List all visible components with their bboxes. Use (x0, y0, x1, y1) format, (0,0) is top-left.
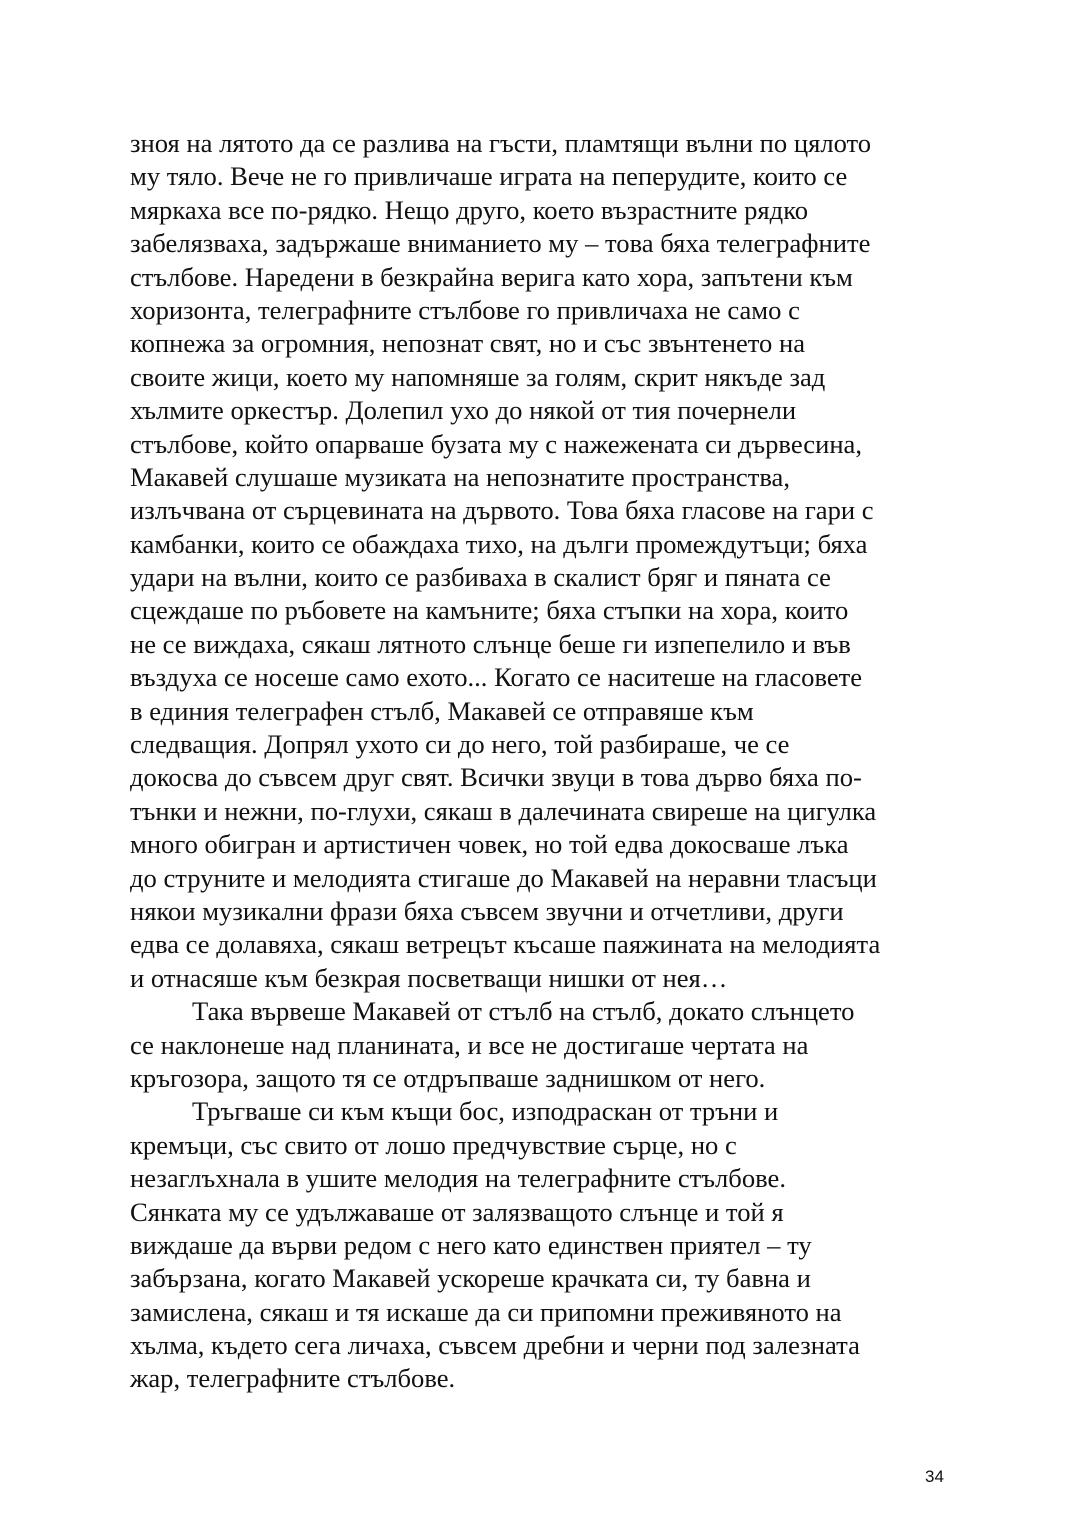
text-line: своите жици, което му напомняше за голям, скрит някъде зад (130, 361, 826, 392)
text-line: незаглъхнала в ушите мелодия на телеграфните стълбове. (130, 1163, 786, 1194)
text-line: едва се долавяха, сякаш ветрецът късаше паяжината на мелодията (130, 929, 881, 960)
text-line: някои музикални фрази бяха съвсем звучни и отчетливи, други (130, 895, 844, 926)
text-line: се наклонеше над планината, и все не достигаше чертата на (130, 1029, 809, 1060)
text-line: следващия. Допрял ухото си до него, той разбираше, че се (130, 729, 790, 760)
text-line: му тяло. Вече не го привличаше играта на пеперудите, които се (130, 161, 848, 192)
text-line: Макавей слушаше музиката на непознатите пространства, (130, 461, 791, 492)
paragraph-first-line: Така вървеше Макавей от стълб на стълб, докато слънцето (192, 996, 855, 1027)
text-line: стълбове. Наредени в безкрайна верига като хора, запътени към (130, 261, 853, 292)
text-line: тънки и нежни, по-глухи, сякаш в далечината свиреше на цигулка (130, 795, 877, 826)
text-line: хълмите оркестър. Долепил ухо до някой от тия почернели (130, 395, 797, 426)
text-line: удари на вълни, които се разбиваха в скалист бряг и пяната се (130, 562, 831, 593)
body-text (130, 127, 960, 1396)
text-line: кръгозора, защото тя се отдръпваше заднишком от него. (130, 1062, 766, 1093)
text-line: замислена, сякаш и тя искаше да си припомни преживяното на (130, 1296, 842, 1327)
text-line: и отнасяше към безкрая посветващи нишки от нея… (130, 962, 728, 993)
text-line: кремъци, със свито от лошо предчувствие сърце, но с (130, 1129, 737, 1160)
text-line: зноя на лятото да се разлива на гъсти, пламтящи вълни по цялото (130, 128, 872, 158)
text-line: Сянката му се удължаваше от залязващото слънце и той я (130, 1196, 784, 1227)
page-number: 34 (925, 1467, 944, 1486)
text-line: много обигран и артистичен човек, но той едва докосваше лъка (130, 829, 849, 860)
text-line: забелязваха, задържаше вниманието му – това бяха телеграфните (130, 228, 871, 259)
text-line: забързана, когато Макавей ускореше крачката си, ту бавна и (130, 1263, 811, 1294)
text-line: камбанки, които се обаждаха тихо, на дълги промеждутъци; бяха (130, 528, 868, 559)
paragraph-first-line: Тръгваше си към къщи бос, изподраскан от тръни и (192, 1096, 779, 1127)
text-line: до струните и мелодията стигаше до Макавей на неравни тласъци (130, 862, 877, 893)
text-line: въздуха се носеше само ехото... Когато се наситеше на гласовете (130, 662, 863, 693)
text-line: не се виждаха, сякаш лятното слънце беше ги изпепелило и във (130, 628, 851, 659)
text-line: копнежа за огромния, непознат свят, но и със звънтенето на (130, 328, 806, 359)
text-line: сцеждаше по ръбовете на камъните; бяха стъпки на хора, които (130, 595, 849, 626)
text-line: жар, телеграфните стълбове. (130, 1363, 456, 1394)
text-line: хоризонта, телеграфните стълбове го привличаха не само с (130, 294, 800, 325)
text-line: стълбове, който опарваше бузата му с нажежената си дървесина, (130, 428, 863, 459)
text-line: излъчвана от сърцевината на дървото. Това бяха гласове на гари с (130, 495, 874, 526)
text-line: мяркаха все по-рядко. Нещо друго, което възрастните рядко (130, 194, 809, 225)
text-line: докосва до съвсем друг свят. Всички звуци в това дърво бяха по- (130, 762, 862, 793)
text-line: хълма, където сега личаха, съвсем дребни и черни под залезната (130, 1330, 860, 1361)
text-line: в единия телеграфен стълб, Макавей се отправяше към (130, 695, 754, 726)
text-line: виждаше да върви редом с него като единствен приятел – ту (130, 1229, 812, 1260)
